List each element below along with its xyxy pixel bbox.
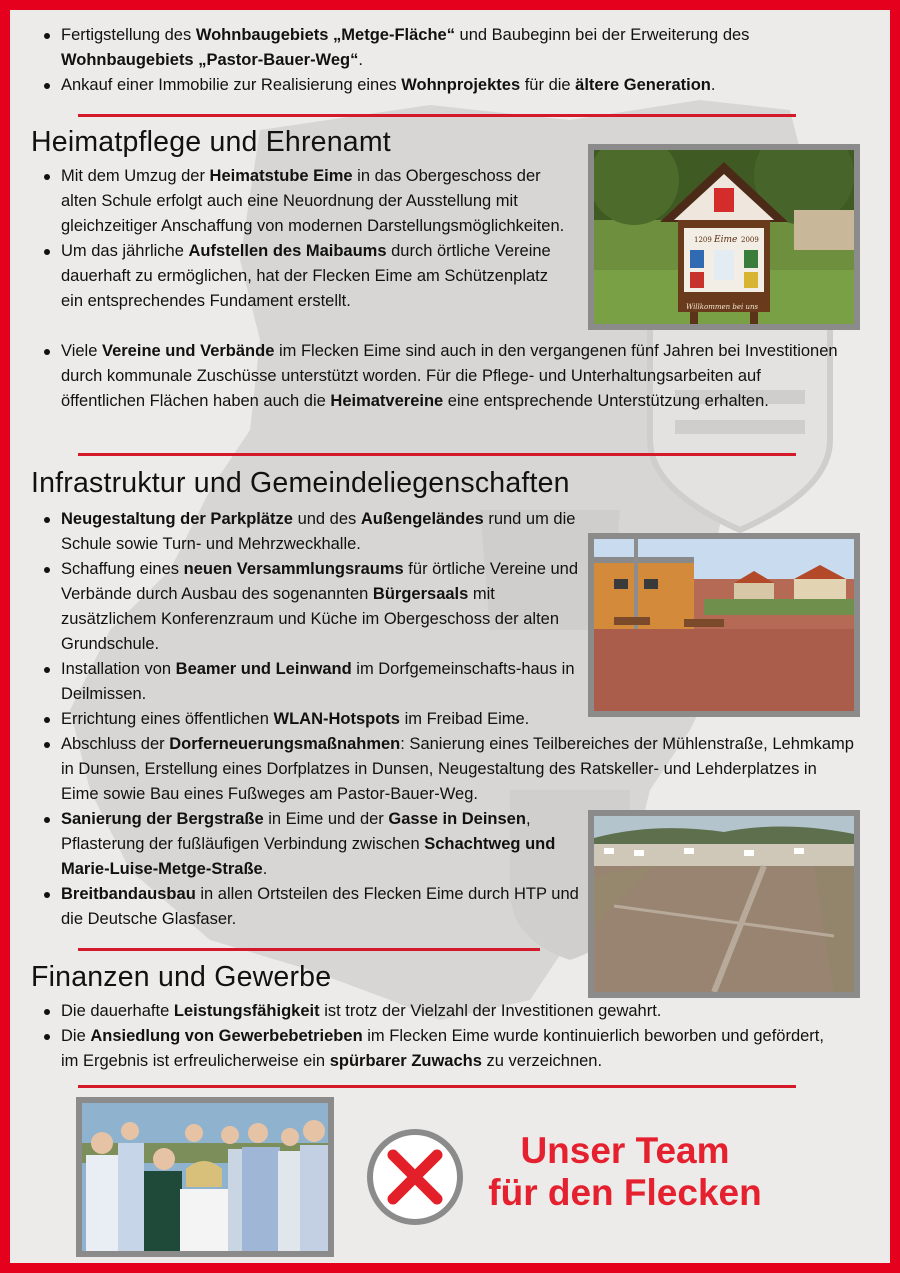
- team-slogan-line2: für den Flecken: [488, 1172, 762, 1213]
- section-heading-finanzen: Finanzen und Gewerbe: [31, 961, 332, 993]
- sign-town-name: Eime: [714, 235, 738, 245]
- sign-year-left: 1209: [694, 236, 712, 244]
- list-item: Errichtung eines öffentlichen WLAN-Hotspots im Freibad Eime.: [10, 707, 582, 732]
- list-item: Breitbandausbau in allen Ortsteilen des Flecken Eime durch HTP und die Deutsche Glasfaser.: [10, 882, 586, 932]
- list-item: Viele Vereine und Verbände im Flecken Eime sind auch in den vergangenen fünf Jahren bei Investitionen durch kommunale Zuschüsse unterstützt worden. Für die Pflege- und Unterhaltungsarbeiten auf öffentlichen Flächen haben auch die Heimatvereine eine entsprechende Unterstützung erhalten.: [10, 339, 840, 414]
- sign-year-right: 2009: [741, 236, 759, 244]
- section-divider: [78, 1085, 796, 1088]
- section-divider: [78, 948, 540, 951]
- section-heading-infra: Infrastruktur und Gemeindeliegenschaften: [31, 467, 570, 499]
- list-item: Sanierung der Bergstraße in Eime und der Gasse in Deinsen, Pflasterung der fußläufigen Verbindung zwischen Schachtweg und Marie-Luise-Metge-Straße.: [10, 807, 586, 882]
- list-item: Um das jährliche Aufstellen des Maibaums durch örtliche Vereine dauerhaft zu ermöglichen, hat der Flecken Eime am Schützenplatz ein entsprechendes Fundament erstellt.: [10, 239, 570, 314]
- sign-welcome-text: Willkommen bei uns: [686, 303, 759, 311]
- infra-list-a: [10, 507, 582, 732]
- team-photo: [76, 1097, 334, 1257]
- list-item: Mit dem Umzug der Heimatstube Eime in das Obergeschoss der alten Schule erfolgt auch eine Neuordnung der Ausstellung mit gleichzeitiger Anschaffung von modernen Darstellungsmöglichkeiten.: [10, 164, 570, 239]
- list-item: Installation von Beamer und Leinwand im Dorfgemeinschafts-haus in Deilmissen.: [10, 657, 582, 707]
- welcome-sign-photo: [588, 144, 860, 330]
- list-item: Neugestaltung der Parkplätze und des Außengeländes rund um die Schule sowie Turn- und Mehrzweckhalle.: [10, 507, 582, 557]
- parking-lot-photo: [588, 533, 860, 717]
- section-heading-heimat: Heimatpflege und Ehrenamt: [31, 126, 391, 158]
- construction-site-photo: [588, 810, 860, 998]
- list-item: Ankauf einer Immobilie zur Realisierung eines Wohnprojektes für die ältere Generation.: [10, 73, 870, 98]
- list-item: Die Ansiedlung von Gewerbebetrieben im Flecken Eime wurde kontinuierlich beworben und gefördert, im Ergebnis ist erfreulicherweise ein spürbarer Zuwachs zu verzeichnen.: [10, 1024, 845, 1074]
- ballot-cross-icon: [365, 1127, 465, 1227]
- team-slogan-line1: Unser Team: [520, 1130, 730, 1171]
- list-item: Abschluss der Dorferneuerungsmaßnahmen: Sanierung eines Teilbereiches der Mühlenstraße, Lehmkamp in Dunsen, Erstellung eines Dorfplatzes in Dunsen, Neugestaltung des Ratskeller- und Lehderplatzes in Eime sowie Bau eines Fußweges am Pastor-Bauer-Weg.: [10, 732, 856, 807]
- section-divider: [78, 453, 796, 456]
- heimat-list: [10, 164, 570, 314]
- list-item: Fertigstellung des Wohnbaugebiets „Metge-Fläche“ und Baubeginn bei der Erweiterung des Wohnbaugebiets „Pastor-Bauer-Weg“.: [10, 23, 870, 73]
- finanzen-list: [10, 999, 845, 1074]
- section-divider: [78, 114, 796, 117]
- intro-list: [10, 23, 870, 98]
- list-item: Schaffung eines neuen Versammlungsraums für örtliche Vereine und Verbände durch Ausbau des sogenannten Bürgersaals mit zusätzlichem Konferenzraum und Küche im Obergeschoss der alten Grundschule.: [10, 557, 582, 657]
- heimat-list-wide: [10, 339, 840, 414]
- infra-list-wide: [10, 732, 856, 807]
- team-slogan: [475, 1130, 775, 1214]
- flyer-page: [10, 10, 890, 1263]
- list-item: Die dauerhafte Leistungsfähigkeit ist trotz der Vielzahl der Investitionen gewahrt.: [10, 999, 845, 1024]
- infra-list-b: [10, 807, 586, 932]
